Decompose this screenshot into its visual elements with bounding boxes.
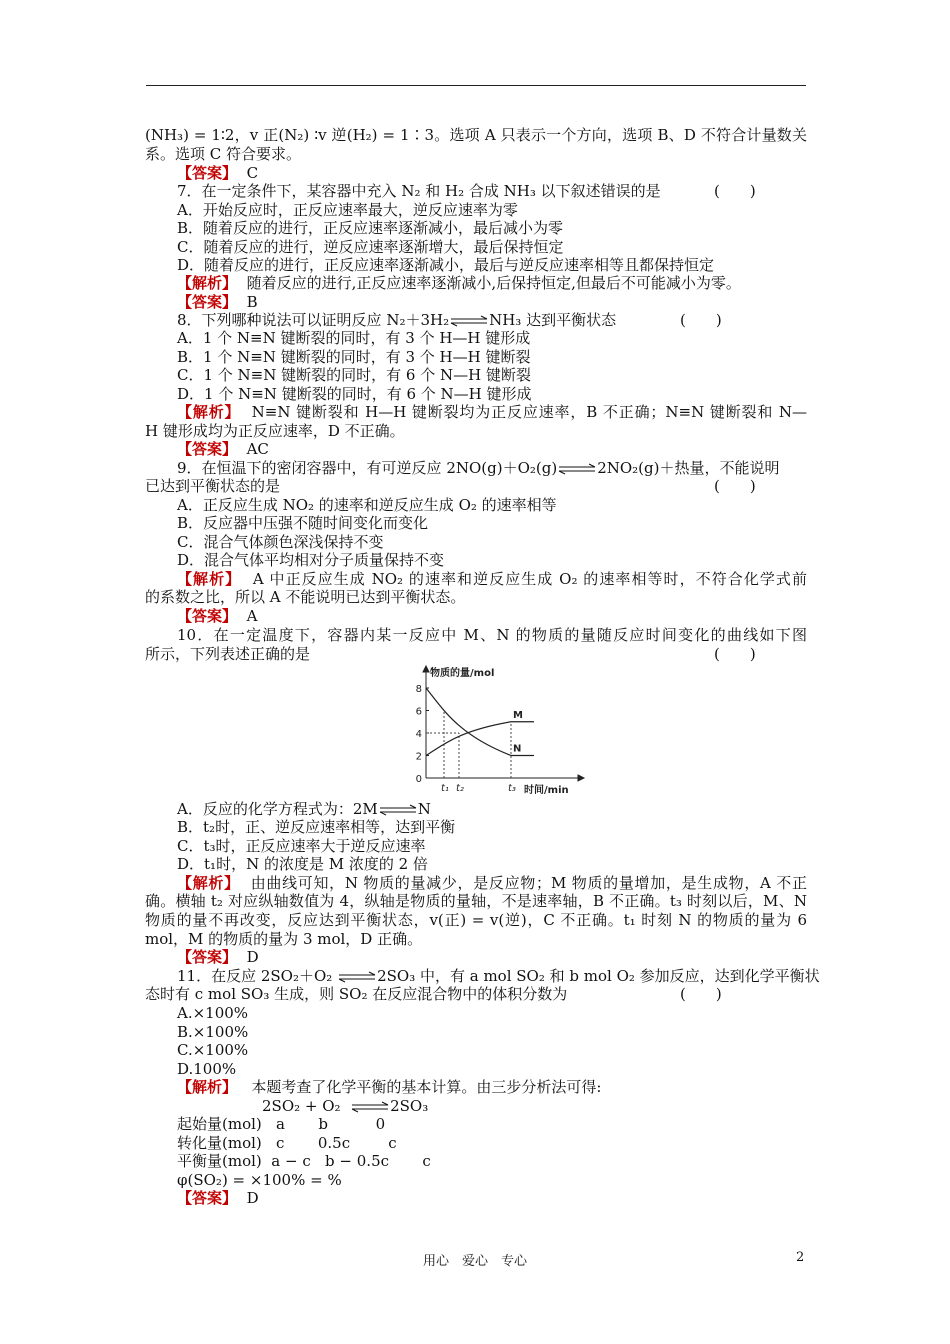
option-a: A.×100% bbox=[177, 1004, 249, 1022]
analysis-tag: 【解析】 bbox=[177, 1078, 238, 1096]
answer-tag: 【答案】 bbox=[177, 607, 238, 625]
answer-tag: 【答案】 bbox=[177, 1189, 238, 1207]
equilibrium-arrow-icon bbox=[350, 1101, 390, 1113]
question-text: 9．在恒温下的密闭容器中，有可逆反应 2NO(g)＋O₂(g) bbox=[177, 459, 558, 477]
answer-line bbox=[177, 164, 258, 182]
question-9 bbox=[177, 459, 780, 477]
analysis-tag: 【解析】 bbox=[177, 874, 240, 892]
calc-row: 平衡量(mol) a − c b − 0.5c c bbox=[177, 1152, 431, 1170]
question-11 bbox=[177, 967, 820, 985]
x-tick-label: t₃ bbox=[508, 783, 516, 794]
text-line: 的系数之比，所以 A 不能说明已达到平衡状态。 bbox=[145, 588, 466, 606]
y-tick-label: 0 bbox=[415, 774, 422, 785]
equilibrium-arrow-icon bbox=[557, 463, 597, 475]
analysis-line bbox=[177, 403, 807, 421]
analysis-tag: 【解析】 bbox=[177, 274, 238, 292]
calc-row: 起始量(mol) a b 0 bbox=[177, 1115, 386, 1133]
option-c: C.×100% bbox=[177, 1041, 249, 1059]
x-tick-label: t₁ bbox=[441, 783, 449, 794]
answer-value: B bbox=[246, 293, 258, 311]
text-line: (NH₃) = 1∶2，v 正(N₂) ∶v 逆(H₂) = 1∶3。选项 A 只表示一个方向，选项 B、D 不符合计量数关 bbox=[145, 126, 807, 144]
text-line: 确。横轴 t₂ 对应纵轴数值为 4，纵轴是物质的量轴，不是速率轴，B 不正确。t₃ 时刻以后，M、N bbox=[145, 892, 807, 910]
equation-line bbox=[262, 1097, 428, 1115]
answer-value: D bbox=[246, 1189, 259, 1207]
text-line: 所示，下列表述正确的是 bbox=[145, 645, 311, 663]
y-axis-arrow-icon bbox=[423, 666, 429, 672]
question-text-right: 2NO₂(g)＋热量，不能说明 bbox=[597, 459, 780, 477]
answer-line bbox=[177, 1189, 259, 1207]
answer-value: D bbox=[246, 948, 259, 966]
option-a: A．开始反应时，正反应速率最大，逆反应速率为零 bbox=[177, 201, 518, 219]
analysis-tag: 【解析】 bbox=[177, 570, 242, 588]
equilibrium-arrow-icon bbox=[449, 315, 489, 327]
text-line: 物质的量不再改变，反应达到平衡状态，v(正) = v(逆)，C 不正确。t₁ 时刻 N 的物质的量为 6 bbox=[145, 911, 807, 929]
equilibrium-arrow-icon bbox=[378, 804, 418, 816]
option-b: B.×100% bbox=[177, 1023, 249, 1041]
x-axis-arrow-icon bbox=[578, 775, 584, 781]
option-c: C．随着反应的进行，逆反应速率逐渐增大，最后保持恒定 bbox=[177, 238, 564, 256]
page-number: 2 bbox=[796, 1250, 805, 1265]
answer-paren: ( ) bbox=[680, 311, 722, 329]
analysis-line bbox=[177, 570, 807, 588]
option-text-right: N bbox=[417, 800, 431, 818]
answer-tag: 【答案】 bbox=[177, 164, 238, 182]
y-tick-label: 2 bbox=[415, 751, 422, 763]
question-text: 11．在反应 2SO₂＋O₂ bbox=[177, 967, 333, 985]
option-c: C．t₃时，正反应速率大于逆反应速率 bbox=[177, 837, 426, 855]
text-line: 系。选项 C 符合要求。 bbox=[145, 145, 302, 163]
y-tick-label: 4 bbox=[415, 729, 422, 740]
calc-row: 转化量(mol) c 0.5c c bbox=[177, 1134, 397, 1152]
option-a: A．1 个 N≡N 键断裂的同时，有 3 个 H—H 键形成 bbox=[177, 329, 531, 347]
calc-row: φ(SO₂) = ×100% = % bbox=[177, 1171, 342, 1189]
answer-tag: 【答案】 bbox=[177, 440, 238, 458]
analysis-text: 本题考查了化学平衡的基本计算。由三步分析法可得: bbox=[251, 1078, 602, 1096]
answer-paren: ( ) bbox=[680, 985, 722, 1003]
option-d: D．随着反应的进行，正反应速率逐渐减小，最后与逆反应速率相等且都保持恒定 bbox=[177, 256, 715, 274]
answer-tag: 【答案】 bbox=[177, 293, 238, 311]
question-text: 8．下列哪种说法可以证明反应 N₂＋3H₂ bbox=[177, 311, 450, 329]
header-rule bbox=[146, 85, 806, 86]
answer-line bbox=[177, 440, 269, 458]
option-b: B．1 个 N≡N 键断裂的同时，有 3 个 H—H 键断裂 bbox=[177, 348, 531, 366]
question-8 bbox=[177, 311, 616, 329]
answer-value: C bbox=[246, 164, 259, 182]
series-label-M: M bbox=[513, 709, 523, 721]
footer-slogan: 用心 爱心 专心 bbox=[422, 1254, 527, 1269]
option-text: A．反应的化学方程式为：2M bbox=[177, 800, 378, 818]
analysis-text: N≡N 键断裂和 H—H 键断裂均为正反应速率，B 不正确；N≡N 键断裂和 N— bbox=[251, 403, 807, 421]
y-tick-label: 8 bbox=[415, 684, 422, 695]
answer-paren: ( ) bbox=[714, 182, 756, 200]
answer-line bbox=[177, 607, 257, 625]
option-d: D.100% bbox=[177, 1060, 237, 1078]
analysis-line bbox=[177, 874, 807, 892]
series-label-N: N bbox=[513, 743, 522, 755]
amount-time-chart bbox=[398, 662, 588, 796]
option-c: C．混合气体颜色深浅保持不变 bbox=[177, 533, 384, 551]
text-line: mol，M 的物质的量为 3 mol，D 正确。 bbox=[145, 930, 423, 948]
question-10: 10．在一定温度下，容器内某一反应中 M、N 的物质的量随反应时间变化的曲线如下图 bbox=[177, 626, 807, 644]
answer-paren: ( ) bbox=[714, 477, 756, 495]
text-line: 已达到平衡状态的是 bbox=[145, 477, 281, 495]
option-a: A．正反应生成 NO₂ 的速率和逆反应生成 O₂ 的速率相等 bbox=[177, 496, 557, 514]
answer-value: A bbox=[246, 607, 258, 625]
analysis-text: A 中正反应生成 NO₂ 的速率和逆反应生成 O₂ 的速率相等时，不符合化学式前 bbox=[252, 570, 807, 588]
analysis-line bbox=[177, 1078, 601, 1096]
option-b: B．反应器中压强不随时间变化而变化 bbox=[177, 514, 429, 532]
x-axis-label: 时间/min bbox=[524, 785, 569, 796]
option-d: D．t₁时，N 的浓度是 M 浓度的 2 倍 bbox=[177, 855, 428, 873]
y-axis-label: 物质的量/mol bbox=[430, 668, 495, 679]
answer-paren: ( ) bbox=[714, 645, 756, 663]
question-7: 7．在一定条件下，某容器中充入 N₂ 和 H₂ 合成 NH₃ 以下叙述错误的是 bbox=[177, 182, 661, 200]
analysis-tag: 【解析】 bbox=[177, 403, 241, 421]
answer-line bbox=[177, 948, 259, 966]
equilibrium-arrow-icon bbox=[337, 971, 377, 983]
analysis-text: 随着反应的进行,正反应速率逐渐减小,后保持恒定,但最后不可能减小为零。 bbox=[246, 274, 741, 292]
question-text-right: NH₃ 达到平衡状态 bbox=[489, 311, 617, 329]
y-tick-label: 6 bbox=[415, 706, 422, 718]
option-d: D．1 个 N≡N 键断裂的同时，有 6 个 N—H 键形成 bbox=[177, 385, 532, 403]
analysis-text: 由曲线可知，N 物质的量减少，是反应物；M 物质的量增加，是生成物，A 不正 bbox=[250, 874, 807, 892]
analysis-line bbox=[177, 274, 741, 292]
option-d: D．混合气体平均相对分子质量保持不变 bbox=[177, 551, 445, 569]
x-tick-label: t₂ bbox=[456, 783, 464, 794]
answer-tag: 【答案】 bbox=[177, 948, 238, 966]
text-line: H 键形成均为正反应速率，D 不正确。 bbox=[145, 422, 405, 440]
option-b: B．随着反应的进行，正反应速率逐渐减小，最后减小为零 bbox=[177, 219, 564, 237]
equation-left: 2SO₂ + O₂ bbox=[262, 1097, 341, 1115]
question-text-right: 2SO₃ 中，有 a mol SO₂ 和 b mol O₂ 参加反应，达到化学平衡状 bbox=[377, 967, 820, 985]
option-b: B．t₂时，正、逆反应速率相等，达到平衡 bbox=[177, 818, 456, 836]
equation-right: 2SO₃ bbox=[390, 1097, 429, 1115]
answer-value: AC bbox=[246, 440, 269, 458]
text-line: 态时有 c mol SO₃ 生成，则 SO₂ 在反应混合物中的体积分数为 bbox=[145, 985, 568, 1003]
option-c: C．1 个 N≡N 键断裂的同时，有 6 个 N—H 键断裂 bbox=[177, 366, 531, 384]
answer-line bbox=[177, 293, 258, 311]
option-a bbox=[177, 800, 431, 818]
